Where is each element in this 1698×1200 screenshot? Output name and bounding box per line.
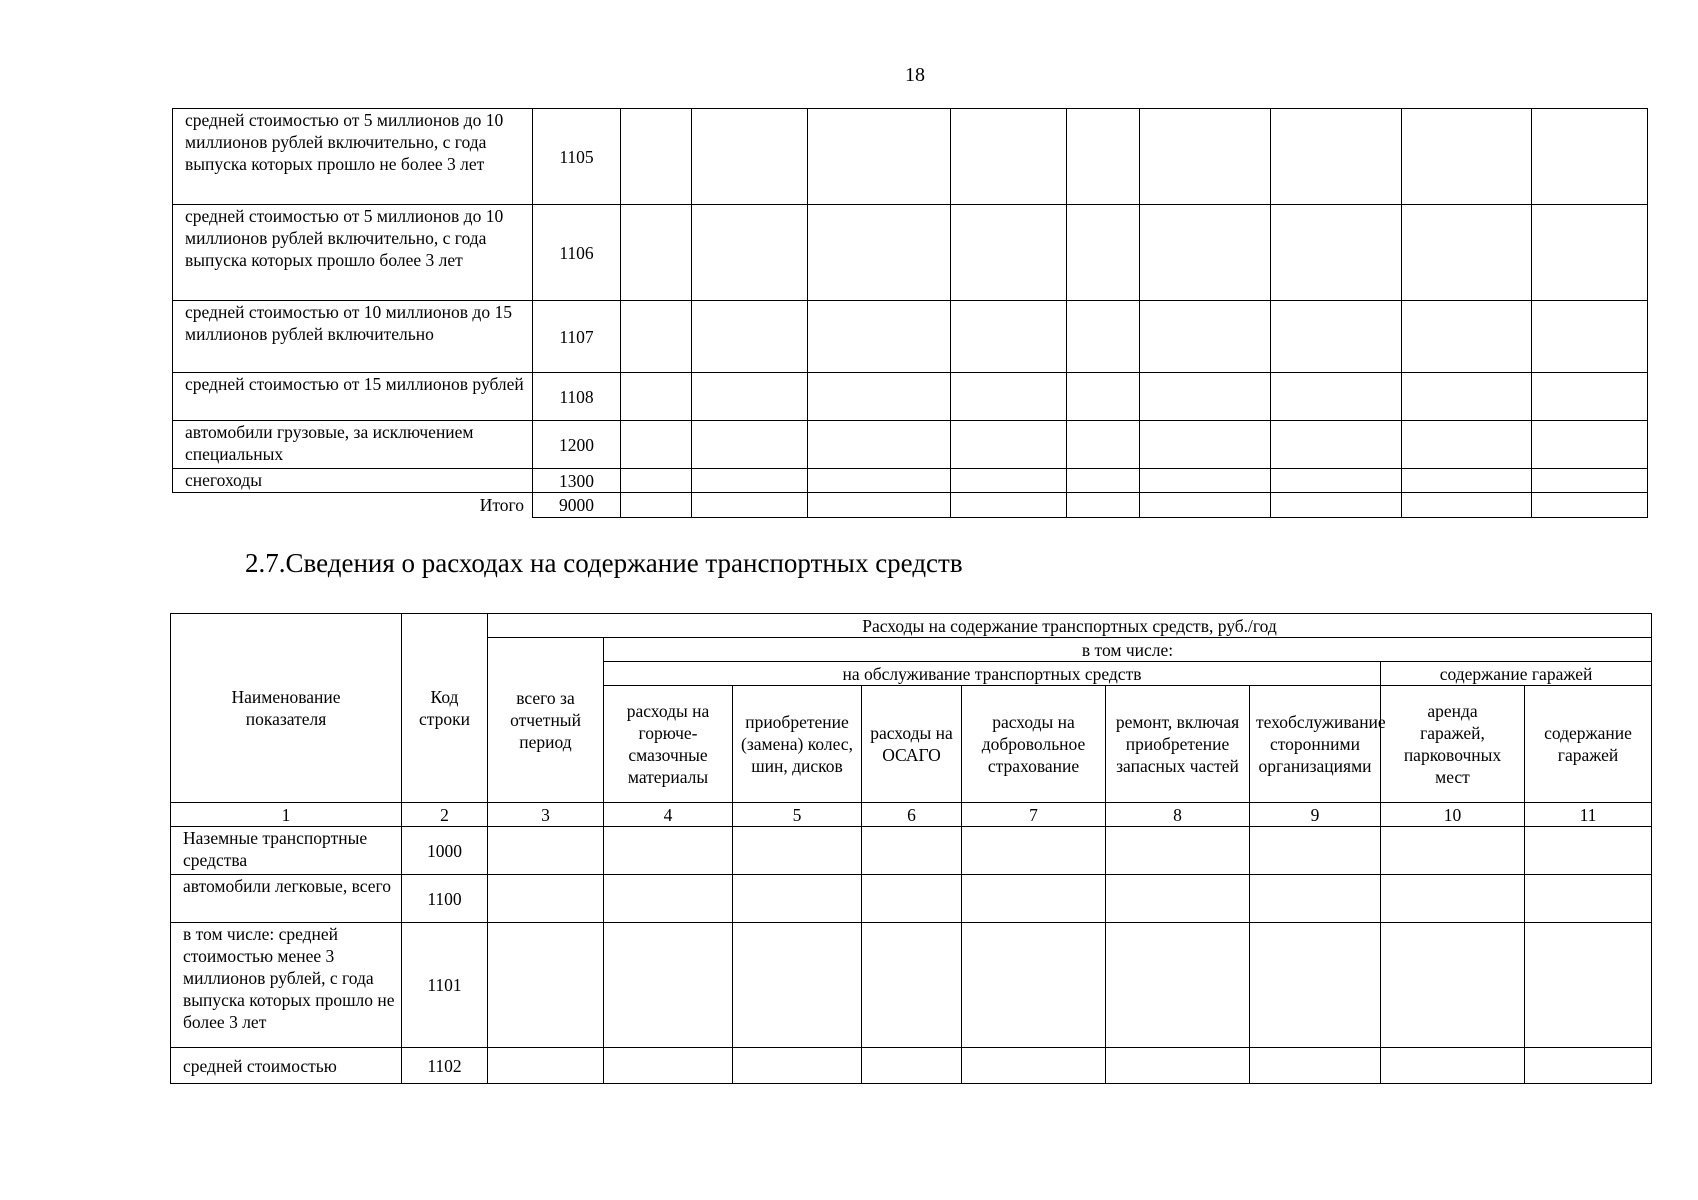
header-garage-upkeep: содержание гаражей — [1525, 686, 1652, 803]
row-name: автомобили грузовые, за исключением специальных — [173, 421, 533, 469]
page-number: 18 — [905, 64, 925, 86]
column-number: 7 — [962, 803, 1106, 827]
column-number: 5 — [733, 803, 862, 827]
header-name: Наименование показателя — [171, 614, 402, 803]
table-row — [173, 205, 1648, 301]
row-name: средней стоимостью от 10 миллионов до 15 миллионов рублей включительно — [173, 301, 533, 373]
row-name: средней стоимостью от 5 миллионов до 10 миллионов рублей включительно, с года выпуска которых прошло не более 3 лет — [173, 109, 533, 205]
header-repair: ремонт, включая приобретение запасных частей — [1106, 686, 1250, 803]
row-code: 1000 — [402, 827, 488, 875]
row-code: 1107 — [533, 301, 621, 373]
row-code: 1108 — [533, 373, 621, 421]
row-name: снегоходы — [173, 469, 533, 493]
row-name: средней стоимостью — [171, 1048, 402, 1084]
header-third-party: техобслуживание сторонними организациями — [1250, 686, 1381, 803]
row-code: 1105 — [533, 109, 621, 205]
table-row — [171, 827, 1652, 875]
column-number: 1 — [171, 803, 402, 827]
row-code: 1106 — [533, 205, 621, 301]
column-number: 4 — [604, 803, 733, 827]
column-numbers-row — [171, 803, 1652, 827]
header-fuel: расходы на горюче-смазочные материалы — [604, 686, 733, 803]
row-code: 1100 — [402, 875, 488, 923]
column-number: 11 — [1525, 803, 1652, 827]
header-wheels: приобретение (замена) колес, шин, дисков — [733, 686, 862, 803]
row-name: средней стоимостью от 15 миллионов рублей — [173, 373, 533, 421]
column-number: 3 — [488, 803, 604, 827]
column-number: 2 — [402, 803, 488, 827]
table-row — [173, 373, 1648, 421]
vehicles-table-continuation — [172, 108, 1648, 518]
header-row — [171, 614, 1652, 638]
table-row — [171, 923, 1652, 1048]
header-expenses-group: Расходы на содержание транспортных средств, руб./год — [488, 614, 1652, 638]
row-code: 1101 — [402, 923, 488, 1048]
total-label: Итого — [173, 493, 533, 518]
column-number: 10 — [1381, 803, 1525, 827]
header-service-group: на обслуживание транспортных средств — [604, 662, 1381, 686]
header-garage-rent: аренда гаражей, парковочных мест — [1381, 686, 1525, 803]
row-name: средней стоимостью от 5 миллионов до 10 миллионов рублей включительно, с года выпуска которых прошло более 3 лет — [173, 205, 533, 301]
table-row — [171, 875, 1652, 923]
row-code: 1200 — [533, 421, 621, 469]
section-title: 2.7.Сведения о расходах на содержание транспортных средств — [245, 548, 963, 578]
header-osago: расходы на ОСАГО — [862, 686, 962, 803]
row-code: 1300 — [533, 469, 621, 493]
total-code: 9000 — [533, 493, 621, 518]
total-row — [173, 493, 1648, 518]
table-row — [173, 301, 1648, 373]
column-number: 8 — [1106, 803, 1250, 827]
column-number: 6 — [862, 803, 962, 827]
header-garage-group: содержание гаражей — [1381, 662, 1652, 686]
header-total-period: всего за отчетный период — [488, 638, 604, 803]
row-name: в том числе: средней стоимостью менее 3 миллионов рублей, с года выпуска которых прошло не более 3 лет — [171, 923, 402, 1048]
column-number: 9 — [1250, 803, 1381, 827]
header-code: Код строки — [402, 614, 488, 803]
header-voluntary-insurance: расходы на добровольное страхование — [962, 686, 1106, 803]
table-row — [173, 469, 1648, 493]
header-including: в том числе: — [604, 638, 1652, 662]
table-row — [171, 1048, 1652, 1084]
table-row — [173, 109, 1648, 205]
row-name: автомобили легковые, всего — [171, 875, 402, 923]
row-name: Наземные транспортные средства — [171, 827, 402, 875]
row-code: 1102 — [402, 1048, 488, 1084]
table-row — [173, 421, 1648, 469]
vehicle-maintenance-expenses-table — [170, 613, 1652, 1084]
